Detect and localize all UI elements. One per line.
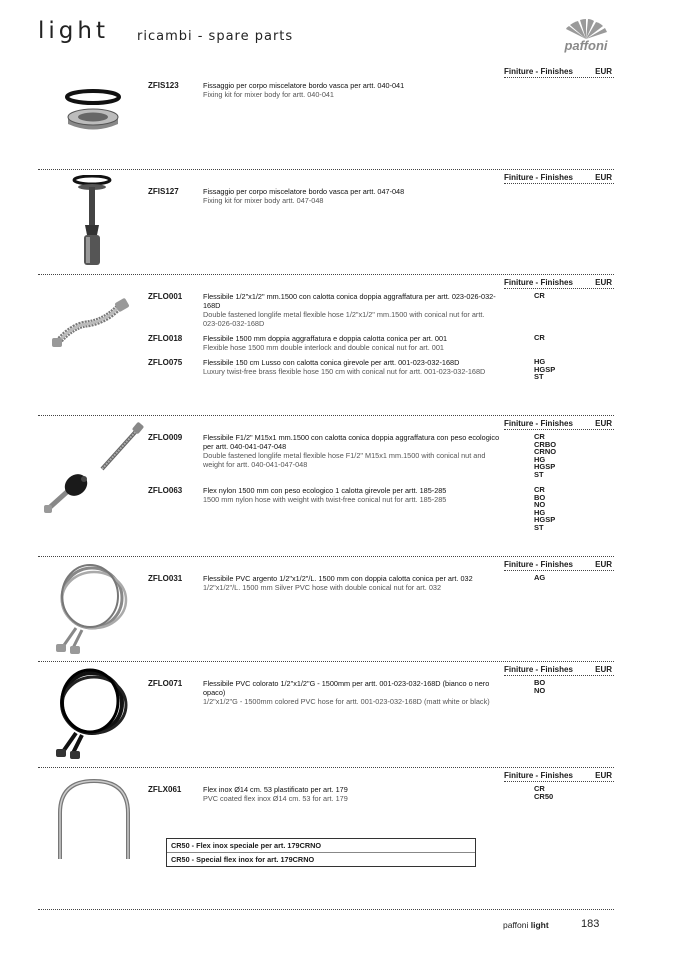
product-code: ZFIS127: [148, 187, 179, 196]
finishes-header: Finiture - Finishes EUR: [504, 278, 612, 287]
product-description: Flex inox Ø14 cm. 53 plastificato per art. 179 PVC coated flex inox Ø14 cm. 53 for art. 179: [203, 785, 348, 803]
header-divider: [504, 77, 614, 78]
section-divider: [38, 767, 614, 768]
catalog-title: light: [38, 18, 109, 44]
header-divider: [504, 570, 614, 571]
black-pvc-hose-image: [54, 667, 132, 759]
section-divider: [38, 169, 614, 170]
finish-codes: HG HGSP ST: [534, 357, 556, 382]
hose-with-weight-image: [42, 421, 146, 517]
product-description: Flex nylon 1500 mm con peso ecologico 1 calotta girevole per artt. 185-285 1500 mm nylon hose with weight with twist-free conical nut for artt. 185-285: [203, 486, 447, 504]
finish-codes: AG: [534, 573, 546, 582]
product-description: Flessibile F1/2" M15x1 mm.1500 con calotta conica doppia aggraffatura con peso ecologico per artt. 040-041-047-048 Double fastened longlife metal flexible hose F1/2" M15x1 mm.1500 with conical nut and weight for artt. 040-041-047-048: [203, 433, 500, 469]
footer-brand: paffoni light: [503, 920, 549, 930]
section-divider: [38, 556, 614, 557]
inox-flex-arc-image: [54, 773, 134, 863]
product-description: Fissaggio per corpo miscelatore bordo vasca per artt. 047-048 Fixing kit for mixer body artt. 047-048: [203, 187, 405, 205]
finishes-header: Finiture - Finishes EUR: [504, 665, 612, 674]
header-divider: [504, 675, 614, 676]
finishes-header: Finiture - Finishes EUR: [504, 560, 612, 569]
product-code: ZFLO063: [148, 486, 183, 495]
product-code: ZFLO001: [148, 292, 183, 301]
finishes-header: Finiture - Finishes EUR: [504, 771, 612, 780]
product-code: ZFLX061: [148, 785, 182, 794]
special-flex-note: [166, 838, 476, 867]
silver-pvc-hose-image: [54, 562, 132, 654]
header-divider: [504, 183, 614, 184]
section-divider: [38, 415, 614, 416]
note-line-italian: CR50 - Flex inox speciale per art. 179CRNO: [171, 841, 322, 850]
finishes-header: Finiture - Finishes EUR: [504, 419, 612, 428]
finish-codes: CR: [534, 291, 545, 300]
mixer-fixing-rod-image: [70, 175, 114, 267]
catalog-subtitle: ricambi - spare parts: [137, 29, 294, 44]
header-divider: [504, 781, 614, 782]
finish-codes: CR BO NO HG HGSP ST: [534, 485, 556, 532]
product-description: Flessibile 1500 mm doppia aggraffatura e doppia calotta conica per art. 001 Flexible hose 1500 mm double interlock and double conical nut for art. 001: [203, 334, 448, 352]
product-description: Flessibile 150 cm Lusso con calotta conica girevole per artt. 001-023-032-168D Luxury twist-free brass flexible hose 150 cm with conical nut for artt. 001-023-032-168D: [203, 358, 486, 376]
product-code: ZFIS123: [148, 81, 179, 90]
finish-codes: CR CRBO CRNO HG HGSP ST: [534, 432, 557, 479]
product-description: Flessibile PVC colorato 1/2"x1/2"G - 1500mm per artt. 001-023-032-168D (bianco o nero opaco) 1/2"x1/2"G - 1500mm colored PVC hose for artt. 001-023-032-168D (matt white or black): [203, 679, 490, 706]
page-number: 183: [581, 918, 600, 930]
finish-codes: CR CR50: [534, 784, 554, 801]
finishes-header: Finiture - Finishes EUR: [504, 67, 612, 76]
footer-divider: [38, 909, 614, 910]
fixing-kit-ring-image: [62, 87, 124, 139]
product-code: ZFLO071: [148, 679, 183, 688]
note-line-english: CR50 - Special flex inox for art. 179CRNO: [171, 855, 315, 864]
header-divider: [504, 429, 614, 430]
logo-wordmark: paffoni: [564, 38, 608, 53]
brand-logo: [556, 17, 616, 57]
product-code: ZFLO075: [148, 358, 183, 367]
product-code: ZFLO018: [148, 334, 183, 343]
section-divider: [38, 661, 614, 662]
product-code: ZFLO031: [148, 574, 183, 583]
finish-codes: BO NO: [534, 678, 546, 695]
metal-flex-hose-image: [52, 296, 134, 348]
finishes-header: Finiture - Finishes EUR: [504, 173, 612, 182]
header-divider: [504, 288, 614, 289]
product-description: Flessibile PVC argento 1/2"x1/2"/L. 1500 mm con doppia calotta conica per art. 032 1/2"x1/2"/L. 1500 mm Silver PVC hose with double conical nut for art. 032: [203, 574, 473, 592]
section-divider: [38, 274, 614, 275]
product-description: Fissaggio per corpo miscelatore bordo vasca per artt. 040-041 Fixing kit for mixer body for artt. 040-041: [203, 81, 405, 99]
finish-codes: CR: [534, 333, 545, 342]
product-description: Flessibile 1/2"x1/2" mm.1500 con calotta conica doppia aggraffatura per artt. 023-026-032-168D Double fastened longlife metal flexible hose 1/2"x1/2" mm.1500 with conical nut for artt. 023-026-032-168D: [203, 292, 496, 328]
product-code: ZFLO009: [148, 433, 183, 442]
